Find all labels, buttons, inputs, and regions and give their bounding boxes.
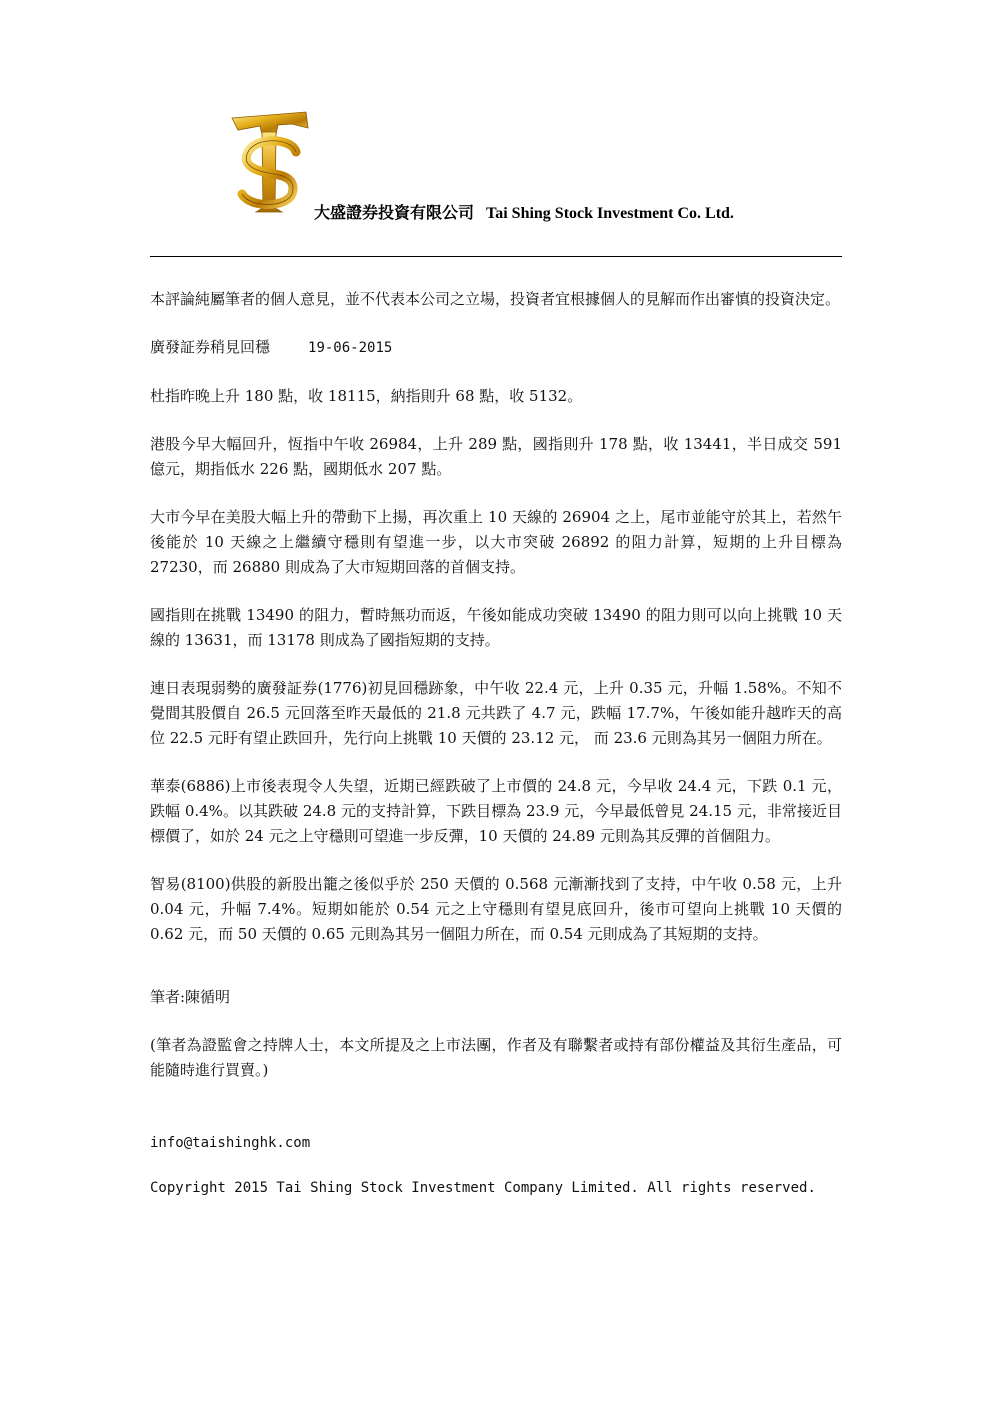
logo-lettering: TS <box>226 108 228 109</box>
header-divider <box>150 256 842 257</box>
article-date: 19-06-2015 <box>308 340 393 356</box>
company-name-zh: 大盛證券投資有限公司 <box>314 205 475 222</box>
company-name <box>314 200 734 223</box>
company-name-en: Tai Shing Stock Investment Co. Ltd. <box>486 205 734 222</box>
article-body <box>150 287 842 1224</box>
article-heading <box>150 335 842 361</box>
paragraph: 港股今早大幅回升，恆指中午收 26984，上升 289 點，國指則升 178 點，收 13441，半日成交 591 億元，期指低水 226 點，國期低水 207 點。 <box>150 435 842 478</box>
author: 筆者:陳循明 <box>150 988 231 1006</box>
company-logo <box>226 108 312 220</box>
disclaimer: 本評論純屬筆者的個人意見，並不代表本公司之立場，投資者宜根據個人的見解而作出審慎的投資決定。 <box>150 290 841 308</box>
paragraph: 大市今早在美股大幅上升的帶動下上揚，再次重上 10 天線的 26904 之上，尾市並能守於其上，若然午後能於 10 天線之上繼續守穩則有望進一步，以大市突破 26892 的阻力計算，短期的上升目標為 27230，而 26880 則成為了大市短期回落的首個支持。 <box>150 508 842 576</box>
paragraph: 國指則在挑戰 13490 的阻力，暫時無功而返，午後如能成功突破 13490 的阻力則可以向上挑戰 10 天線的 13631，而 13178 則成為了國指短期的支持。 <box>150 606 842 649</box>
paragraph: 連日表現弱勢的廣發証券(1776)初見回穩跡象，中午收 22.4 元，上升 0.35 元，升幅 1.58%。不知不覺間其股價自 26.5 元回落至昨天最低的 21.8 元共跌了 4.7 元，跌幅 17.7%，午後如能升越昨天的高位 22.5 元盱有望止跌回升，先行向上挑戰 10 天價的 23.12 元， 而 23.6 元則為其另一個阻力所在。 <box>150 679 842 747</box>
paragraph: 華泰(6886)上市後表現令人失望，近期已經跌破了上市價的 24.8 元，今早收 24.4 元，下跌 0.1 元，跌幅 0.4%。以其跌破 24.8 元的支持計算，下跌目標為 23.9 元，今早最低曾見 24.15 元，非常接近目標價了，如於 24 元之上守穩則可望進一步反彈，10 天價的 24.89 元則為其反彈的首個阻力。 <box>150 777 842 845</box>
contact-email[interactable]: info@taishinghk.com <box>150 1135 311 1151</box>
author-note: (筆者為證監會之持牌人士，本文所提及之上市法團，作者及有聯繫者或持有部份權益及其衍生產品，可能隨時進行買賣。) <box>150 1036 842 1079</box>
paragraph: 智易(8100)供股的新股出籠之後似乎於 250 天價的 0.568 元漸漸找到了支持，中午收 0.58 元，上升 0.04 元，升幅 7.4%。短期如能於 0.54 元之上守穩則有望見底回升，後市可望向上挑戰 10 天價的 0.62 元，而 50 天價的 0.65 元則為其另一個阻力所在，而 0.54 元則成為了其短期的支持。 <box>150 875 842 943</box>
article-title: 廣發証券稍見回穩 <box>150 338 271 356</box>
copyright: Copyright 2015 Tai Shing Stock Investment Company Limited. All rights reserved. <box>150 1180 816 1196</box>
paragraph: 杜指昨晚上升 180 點，收 18115，納指則升 68 點，收 5132。 <box>150 387 583 405</box>
